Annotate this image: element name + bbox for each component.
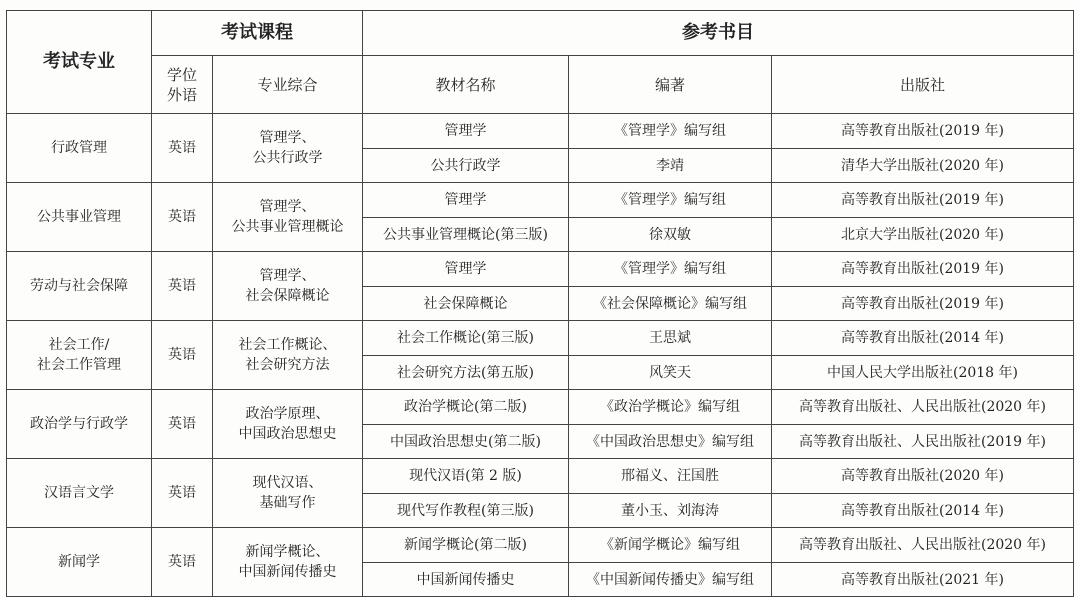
book-name-cell: 现代汉语(第 2 版): [363, 459, 569, 494]
major-cell: 行政管理: [7, 114, 152, 183]
table-row: [7, 183, 1074, 218]
book-publisher-cell: 高等教育出版社(2020 年): [772, 459, 1074, 494]
table-row: [7, 252, 1074, 287]
course-cell: 社会工作概论、 社会研究方法: [213, 321, 363, 390]
major-cell: 汉语言文学: [7, 459, 152, 528]
book-author-cell: 《政治学概论》编写组: [569, 390, 772, 425]
header-major: 考试专业: [7, 11, 152, 114]
book-publisher-cell: 高等教育出版社、人民出版社(2020 年): [772, 390, 1074, 425]
course-cell: 政治学原理、 中国政治思想史: [213, 390, 363, 459]
table-row: [7, 528, 1074, 563]
book-author-cell: 《新闻学概论》编写组: [569, 528, 772, 563]
book-name-cell: 管理学: [363, 114, 569, 149]
book-publisher-cell: 高等教育出版社(2019 年): [772, 183, 1074, 218]
header-comprehensive: 专业综合: [213, 56, 363, 114]
language-cell: 英语: [152, 183, 213, 252]
book-author-cell: 《管理学》编写组: [569, 183, 772, 218]
table-row: [7, 459, 1074, 494]
book-name-cell: 中国新闻传播史: [363, 563, 569, 597]
header-books: 参考书目: [363, 11, 1074, 56]
book-publisher-cell: 高等教育出版社(2021 年): [772, 563, 1074, 597]
book-author-cell: 《管理学》编写组: [569, 252, 772, 287]
book-author-cell: 《中国政治思想史》编写组: [569, 425, 772, 459]
book-author-cell: 《社会保障概论》编写组: [569, 287, 772, 321]
header-textbook-name: 教材名称: [363, 56, 569, 114]
book-publisher-cell: 高等教育出版社(2014 年): [772, 321, 1074, 356]
major-cell: 社会工作/ 社会工作管理: [7, 321, 152, 390]
table-row: [7, 390, 1074, 425]
table-row: [7, 321, 1074, 356]
book-name-cell: 管理学: [363, 252, 569, 287]
book-publisher-cell: 北京大学出版社(2020 年): [772, 218, 1074, 252]
course-cell: 管理学、 公共事业管理概论: [213, 183, 363, 252]
book-author-cell: 徐双敏: [569, 218, 772, 252]
language-cell: 英语: [152, 459, 213, 528]
book-author-cell: 邢福义、汪国胜: [569, 459, 772, 494]
book-publisher-cell: 高等教育出版社(2019 年): [772, 252, 1074, 287]
book-author-cell: 董小玉、刘海涛: [569, 494, 772, 528]
book-name-cell: 现代写作教程(第三版): [363, 494, 569, 528]
exam-reference-table: [6, 10, 1074, 597]
book-publisher-cell: 高等教育出版社、人民出版社(2020 年): [772, 528, 1074, 563]
book-author-cell: 李靖: [569, 149, 772, 183]
header-publisher: 出版社: [772, 56, 1074, 114]
course-cell: 新闻学概论、 中国新闻传播史: [213, 528, 363, 597]
language-cell: 英语: [152, 321, 213, 390]
header-author: 编著: [569, 56, 772, 114]
header-foreign-language: 学位 外语: [152, 56, 213, 114]
book-name-cell: 管理学: [363, 183, 569, 218]
course-cell: 管理学、 社会保障概论: [213, 252, 363, 321]
book-name-cell: 政治学概论(第二版): [363, 390, 569, 425]
major-cell: 新闻学: [7, 528, 152, 597]
book-publisher-cell: 中国人民大学出版社(2018 年): [772, 356, 1074, 390]
language-cell: 英语: [152, 252, 213, 321]
major-cell: 公共事业管理: [7, 183, 152, 252]
book-name-cell: 新闻学概论(第二版): [363, 528, 569, 563]
book-author-cell: 《管理学》编写组: [569, 114, 772, 149]
book-author-cell: 风笑天: [569, 356, 772, 390]
book-publisher-cell: 高等教育出版社、人民出版社(2019 年): [772, 425, 1074, 459]
major-cell: 政治学与行政学: [7, 390, 152, 459]
book-author-cell: 王思斌: [569, 321, 772, 356]
course-cell: 管理学、 公共行政学: [213, 114, 363, 183]
book-publisher-cell: 高等教育出版社(2019 年): [772, 114, 1074, 149]
book-name-cell: 社会工作概论(第三版): [363, 321, 569, 356]
book-publisher-cell: 清华大学出版社(2020 年): [772, 149, 1074, 183]
language-cell: 英语: [152, 528, 213, 597]
header-courses: 考试课程: [152, 11, 363, 56]
book-name-cell: 社会研究方法(第五版): [363, 356, 569, 390]
book-publisher-cell: 高等教育出版社(2019 年): [772, 287, 1074, 321]
language-cell: 英语: [152, 114, 213, 183]
table-row: [7, 114, 1074, 149]
book-name-cell: 中国政治思想史(第二版): [363, 425, 569, 459]
book-name-cell: 公共事业管理概论(第三版): [363, 218, 569, 252]
major-cell: 劳动与社会保障: [7, 252, 152, 321]
course-cell: 现代汉语、 基础写作: [213, 459, 363, 528]
book-name-cell: 公共行政学: [363, 149, 569, 183]
book-author-cell: 《中国新闻传播史》编写组: [569, 563, 772, 597]
language-cell: 英语: [152, 390, 213, 459]
book-publisher-cell: 高等教育出版社(2014 年): [772, 494, 1074, 528]
table-body: [7, 114, 1074, 597]
book-name-cell: 社会保障概论: [363, 287, 569, 321]
